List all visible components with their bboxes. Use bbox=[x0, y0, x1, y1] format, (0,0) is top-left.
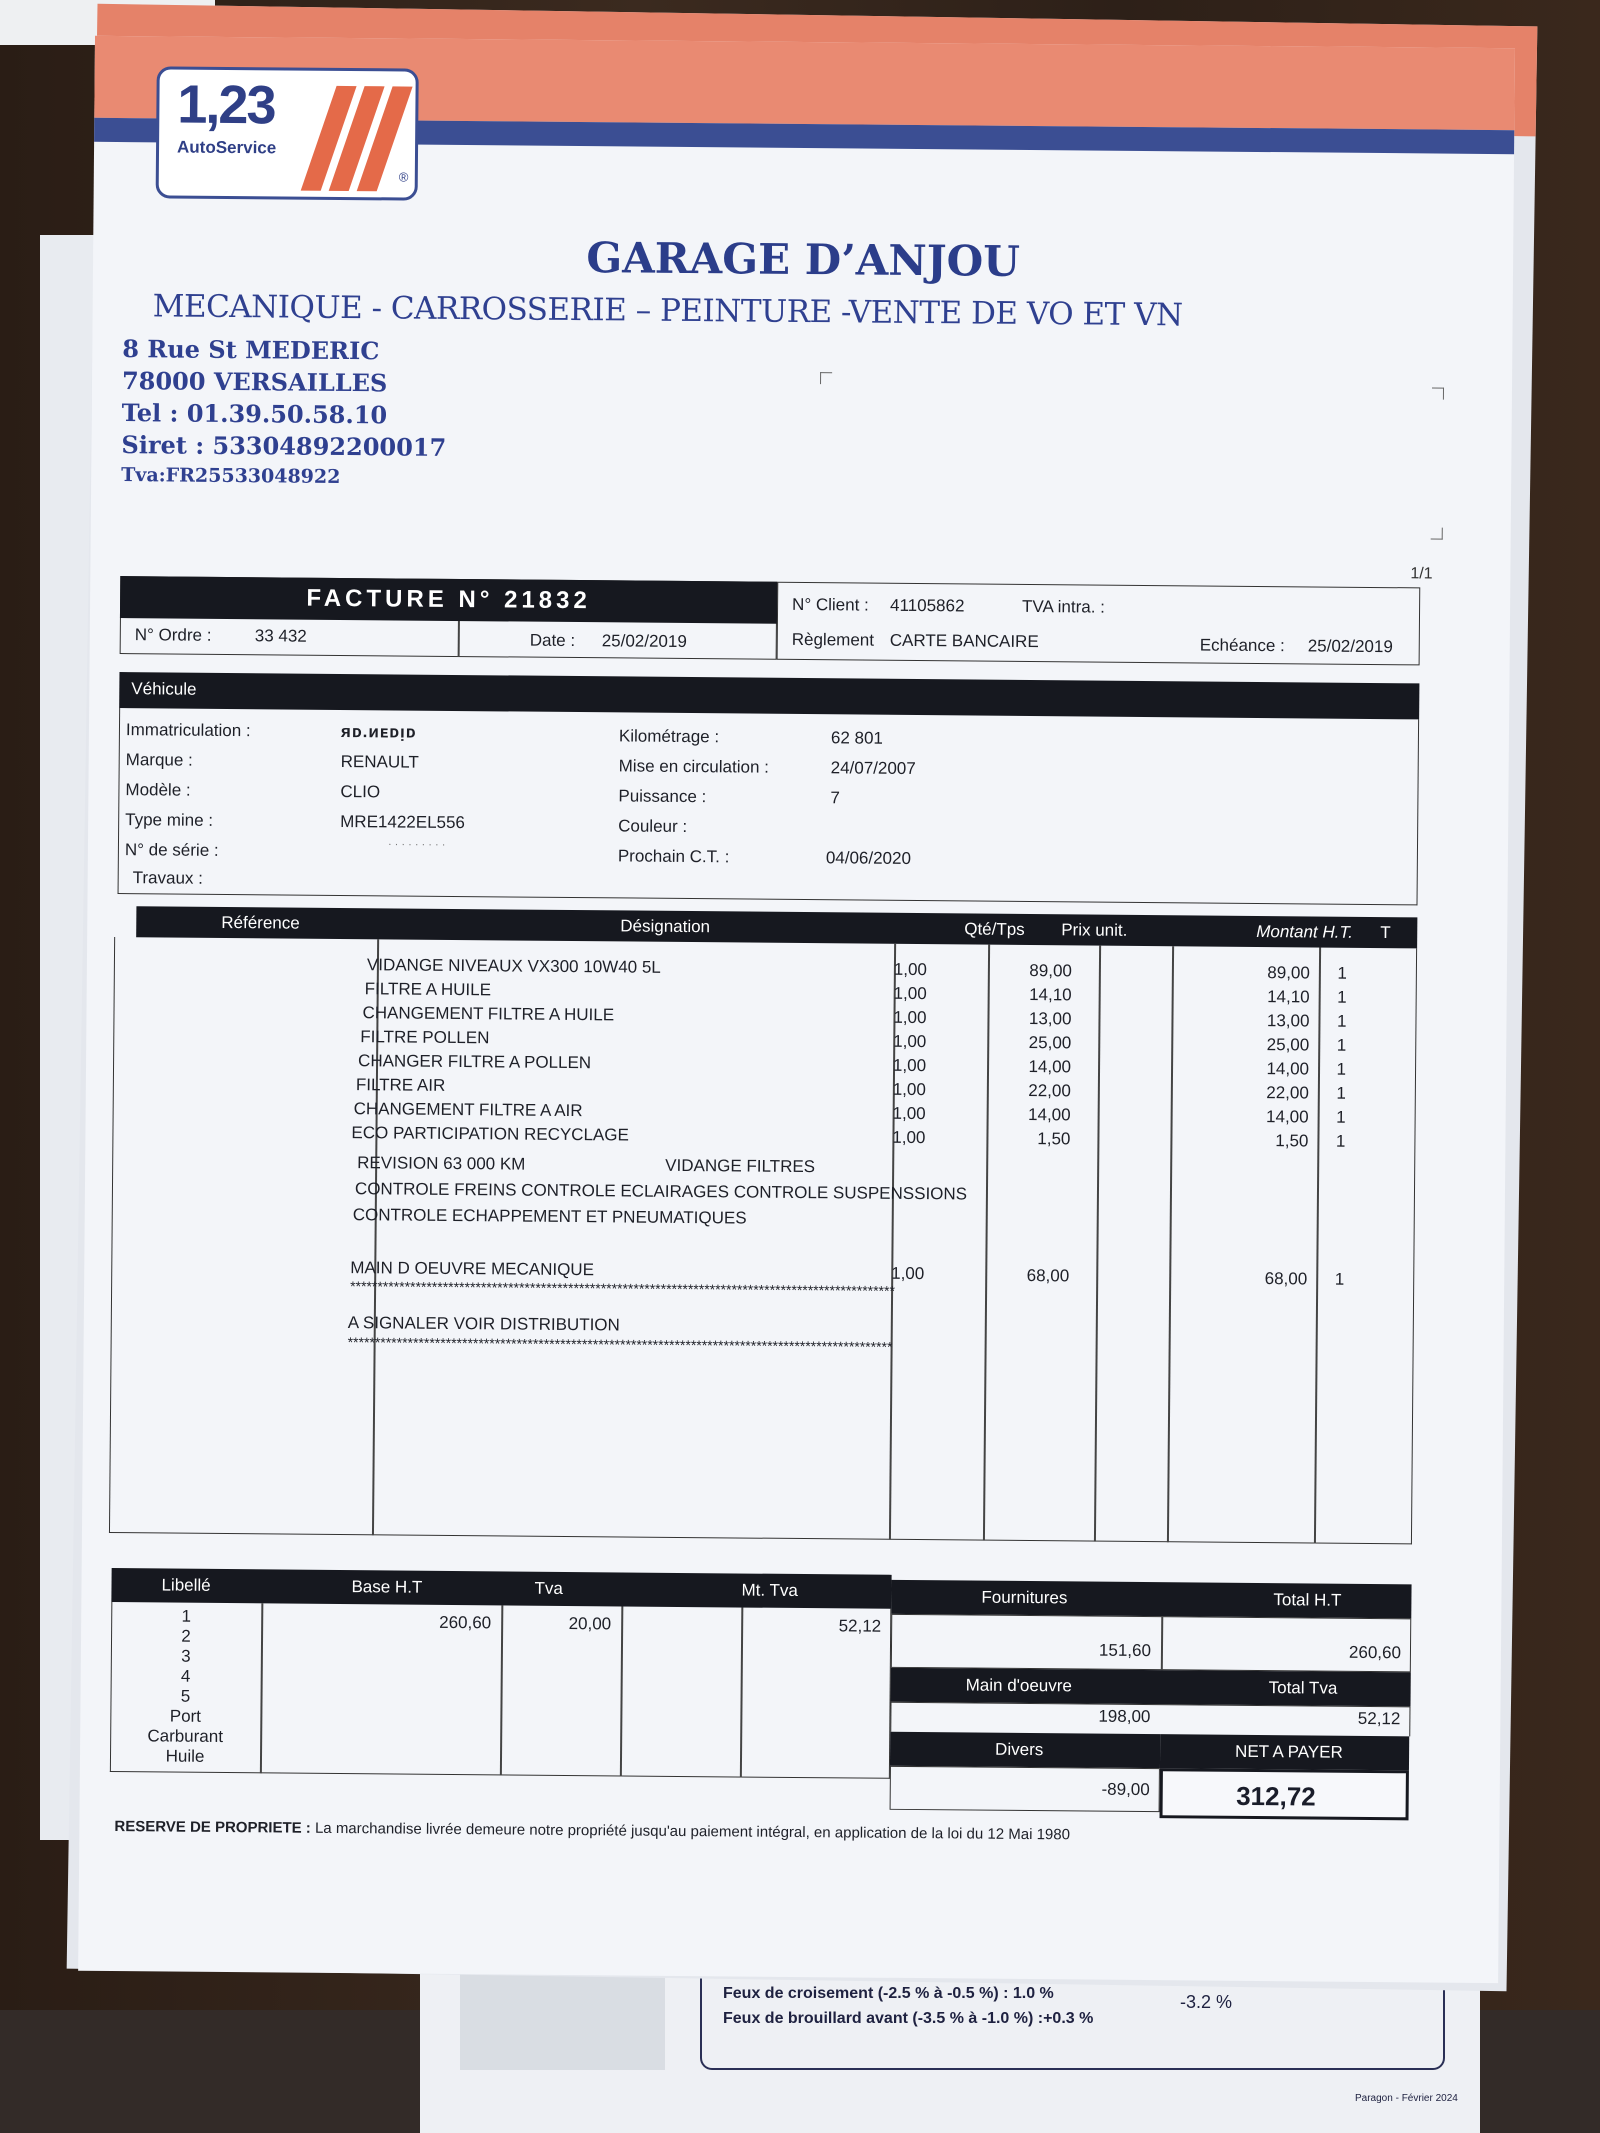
line-qty: 1,00 bbox=[893, 1031, 927, 1052]
line-designation: ECO PARTICIPATION RECYCLAGE bbox=[351, 1123, 629, 1145]
client-label: N° Client : bbox=[792, 594, 869, 615]
tva-row-label: Carburant bbox=[147, 1726, 224, 1746]
line-qty: 1,00 bbox=[893, 959, 927, 980]
payment-value: CARTE BANCAIRE bbox=[889, 630, 1039, 652]
tva-row-label: 3 bbox=[181, 1646, 191, 1666]
date-label: Date : bbox=[529, 630, 576, 651]
net-to-pay-label: NET A PAYER bbox=[1235, 1741, 1343, 1762]
vehicle-title: Véhicule bbox=[131, 679, 197, 699]
fog-light-line: Feux de brouillard avant (-3.5 % à -1.0 %) :+0.3 % bbox=[723, 2010, 1094, 2027]
line-t: 1 bbox=[1336, 1083, 1346, 1103]
col-designation: Désignation bbox=[620, 916, 711, 937]
due-value: 25/02/2019 bbox=[1307, 636, 1393, 657]
tva-row-label: Huile bbox=[165, 1746, 205, 1766]
note-vidange: VIDANGE FILTRES bbox=[665, 1155, 816, 1177]
low-beam-line: Feux de croisement (-2.5 % à -0.5 %) : 1.0 % bbox=[723, 1985, 1054, 2002]
line-amount: 22,00 bbox=[1266, 1083, 1309, 1103]
logo-digits: 1,23 bbox=[177, 74, 275, 136]
line-amount: 1,50 bbox=[1275, 1131, 1309, 1151]
col-unit-price: Prix unit. bbox=[1061, 920, 1128, 940]
total-ht-label: Total H.T bbox=[1273, 1590, 1342, 1610]
line-qty: 1,00 bbox=[892, 1127, 926, 1148]
tva-row-label: 2 bbox=[181, 1626, 191, 1646]
tva-col-base: Base H.T bbox=[351, 1577, 423, 1597]
date-value: 25/02/2019 bbox=[601, 631, 687, 651]
labour-t: 1 bbox=[1334, 1269, 1345, 1289]
col-t: T bbox=[1380, 923, 1391, 943]
tva-col-mt: Mt. Tva bbox=[741, 1580, 798, 1600]
line-qty: 1,00 bbox=[892, 1079, 926, 1100]
garage-tva: Tva:FR25533048922 bbox=[121, 464, 341, 488]
page-number: 1/1 bbox=[1410, 565, 1433, 583]
svg-text:®: ® bbox=[398, 169, 409, 185]
autoservice-logo bbox=[156, 66, 419, 200]
line-price: 1,50 bbox=[1037, 1129, 1071, 1149]
client-value: 41105862 bbox=[890, 595, 965, 616]
col-amount: Montant H.T. bbox=[1256, 921, 1354, 942]
line-t: 1 bbox=[1336, 1059, 1347, 1079]
model-value: CLIO bbox=[340, 781, 381, 802]
due-label: Echéance : bbox=[1199, 635, 1285, 656]
line-amount: 25,00 bbox=[1266, 1035, 1310, 1055]
tva-intra-label: TVA intra. : bbox=[1021, 596, 1105, 617]
tva-row1-amount: 52,12 bbox=[838, 1616, 882, 1636]
brand-value: RENAULT bbox=[340, 751, 419, 772]
bottom-value: -3.2 % bbox=[1180, 1992, 1233, 2012]
line-qty: 1,00 bbox=[892, 1103, 926, 1124]
retention-text: La marchandise livrée demeure notre propriété jusqu'au paiement intégral, en application de la loi du 12 Mai 1980 bbox=[314, 1819, 1071, 1844]
tva-row-label: Port bbox=[169, 1706, 202, 1726]
line-price: 14,00 bbox=[1028, 1104, 1071, 1125]
misc-value: -89,00 bbox=[1101, 1779, 1150, 1800]
line-designation: FILTRE POLLEN bbox=[360, 1027, 490, 1048]
labour-designation: MAIN D OEUVRE MECANIQUE bbox=[350, 1258, 595, 1280]
invoice-sheet bbox=[78, 36, 1515, 1983]
line-qty: 1,00 bbox=[892, 1055, 927, 1076]
col-reference: Référence bbox=[221, 912, 300, 933]
labour-total-label: Main d'oeuvre bbox=[965, 1675, 1072, 1696]
invoice-title: FACTURE N° 21832 bbox=[306, 584, 591, 615]
line-qty: 1,00 bbox=[893, 1007, 927, 1028]
tva-col-tva: Tva bbox=[534, 1578, 563, 1598]
note-controls-1: CONTROLE FREINS CONTROLE ECLAIRAGES CONTROLE SUSPENSSIONS bbox=[354, 1179, 968, 1204]
note-controls-2: CONTROLE ECHAPPEMENT ET PNEUMATIQUES bbox=[352, 1205, 747, 1228]
line-price: 22,00 bbox=[1028, 1080, 1071, 1101]
order-label: N° Ordre : bbox=[134, 625, 212, 645]
tva-row1-rate: 20,00 bbox=[568, 1613, 612, 1634]
line-price: 14,00 bbox=[1028, 1056, 1072, 1077]
tva-row-label: 4 bbox=[180, 1666, 191, 1686]
line-designation: CHANGEMENT FILTRE A HUILE bbox=[362, 1003, 615, 1025]
supplies-value: 151,60 bbox=[1098, 1640, 1152, 1661]
line-t: 1 bbox=[1336, 1035, 1347, 1055]
labour-price: 68,00 bbox=[1026, 1265, 1070, 1286]
line-designation: CHANGEMENT FILTRE A AIR bbox=[353, 1099, 583, 1121]
misc-label: Divers bbox=[995, 1739, 1044, 1760]
vehicle-box bbox=[118, 708, 1420, 905]
window-corner bbox=[1431, 527, 1443, 539]
logo-brand: AutoService bbox=[176, 137, 277, 158]
invoice-title-bar bbox=[120, 576, 777, 624]
tva-row-label: 1 bbox=[181, 1606, 192, 1626]
next-ct-value: 04/06/2020 bbox=[825, 848, 912, 868]
works-label: Travaux : bbox=[132, 868, 203, 888]
tva-col-label: Libellé bbox=[161, 1575, 211, 1595]
brand-label: Marque : bbox=[125, 750, 193, 770]
misc-bar bbox=[890, 1732, 1160, 1768]
line-amount: 14,10 bbox=[1267, 987, 1310, 1007]
payment-label: Règlement bbox=[791, 629, 875, 650]
model-label: Modèle : bbox=[125, 780, 191, 800]
line-qty: 1,00 bbox=[893, 983, 927, 1004]
line-price: 13,00 bbox=[1028, 1008, 1072, 1029]
retention-clause bbox=[114, 1818, 1070, 1843]
total-ht-value: 260,60 bbox=[1348, 1642, 1402, 1663]
registration-value: ᴙᴅ.ᴎᴇᴅᴉᴅ bbox=[340, 721, 417, 742]
type-value: MRE1422EL556 bbox=[340, 811, 466, 833]
separator-stars: **************************************************************************************************** bbox=[347, 1334, 893, 1355]
col-qty: Qté/Tps bbox=[964, 919, 1025, 939]
labour-qty: 1,00 bbox=[891, 1263, 925, 1284]
first-registration-value: 24/07/2007 bbox=[830, 758, 916, 778]
registration-label: Immatriculation : bbox=[125, 720, 251, 741]
note-revision: REVISION 63 000 KM bbox=[357, 1153, 526, 1174]
first-registration-label: Mise en circulation : bbox=[618, 756, 769, 777]
line-designation: FILTRE AIR bbox=[355, 1075, 446, 1095]
mileage-label: Kilométrage : bbox=[618, 726, 720, 747]
labour-amount: 68,00 bbox=[1264, 1269, 1308, 1289]
supplies-label: Fournitures bbox=[981, 1587, 1068, 1608]
logo-stripes-icon bbox=[299, 81, 420, 197]
line-t: 1 bbox=[1336, 1011, 1347, 1031]
net-to-pay-box bbox=[1160, 1768, 1409, 1820]
warning-distribution: A SIGNALER VOIR DISTRIBUTION bbox=[347, 1313, 620, 1335]
totals-bar-2 bbox=[891, 1668, 1411, 1707]
total-tva-label: Total Tva bbox=[1268, 1678, 1338, 1698]
line-t: 1 bbox=[1335, 1131, 1346, 1151]
tva-row-label: 5 bbox=[180, 1686, 191, 1706]
line-amount: 14,00 bbox=[1266, 1107, 1309, 1127]
bottom-footer: Paragon - Février 2024 bbox=[1355, 2093, 1458, 2104]
power-value: 7 bbox=[830, 788, 840, 808]
retention-title: RESERVE DE PROPRIETE : bbox=[114, 1818, 311, 1837]
line-designation: CHANGER FILTRE A POLLEN bbox=[358, 1051, 592, 1073]
serial-label: N° de série : bbox=[124, 840, 219, 860]
serial-value: · · · · · · · · · bbox=[387, 838, 446, 851]
garage-siret: Siret : 53304892200017 bbox=[121, 430, 447, 462]
separator-stars: **************************************************************************************************** bbox=[350, 1278, 896, 1299]
totals-bar-1 bbox=[891, 1580, 1411, 1619]
next-ct-label: Prochain C.T. : bbox=[617, 846, 730, 867]
labour-total-value: 198,00 bbox=[1098, 1706, 1151, 1727]
net-label-bar bbox=[1160, 1734, 1409, 1770]
lines-box bbox=[109, 937, 1417, 1544]
color-label: Couleur : bbox=[618, 816, 688, 837]
type-label: Type mine : bbox=[125, 810, 214, 830]
mileage-value: 62 801 bbox=[830, 728, 884, 748]
garage-phone: Tel : 01.39.50.58.10 bbox=[121, 398, 388, 430]
order-value: 33 432 bbox=[254, 626, 307, 646]
address-street: 8 Rue St MEDERIC bbox=[122, 334, 380, 366]
line-price: 14,10 bbox=[1029, 984, 1072, 1005]
net-to-pay-value: 312,72 bbox=[1236, 1780, 1316, 1812]
power-label: Puissance : bbox=[618, 786, 707, 807]
window-corner bbox=[1432, 387, 1444, 399]
line-designation: FILTRE A HUILE bbox=[364, 979, 492, 1000]
address-city: 78000 VERSAILLES bbox=[121, 366, 388, 398]
total-tva-value: 52,12 bbox=[1357, 1708, 1401, 1729]
tva-row1-base: 260,60 bbox=[439, 1612, 492, 1633]
line-price: 25,00 bbox=[1028, 1032, 1072, 1053]
line-t: 1 bbox=[1336, 1107, 1346, 1127]
line-designation: VIDANGE NIVEAUX VX300 10W40 5L bbox=[366, 955, 661, 977]
line-amount: 14,00 bbox=[1266, 1059, 1310, 1079]
line-t: 1 bbox=[1337, 987, 1347, 1007]
garage-name: GARAGE D’ANJOU bbox=[586, 233, 1021, 286]
line-amount: 13,00 bbox=[1266, 1011, 1310, 1031]
garage-activities: MECANIQUE - CARROSSERIE – PEINTURE -VENTE DE VO ET VN bbox=[152, 288, 1183, 334]
line-price: 89,00 bbox=[1029, 960, 1072, 981]
line-t: 1 bbox=[1337, 963, 1347, 983]
line-amount: 89,00 bbox=[1267, 963, 1310, 983]
window-corner bbox=[820, 372, 832, 384]
